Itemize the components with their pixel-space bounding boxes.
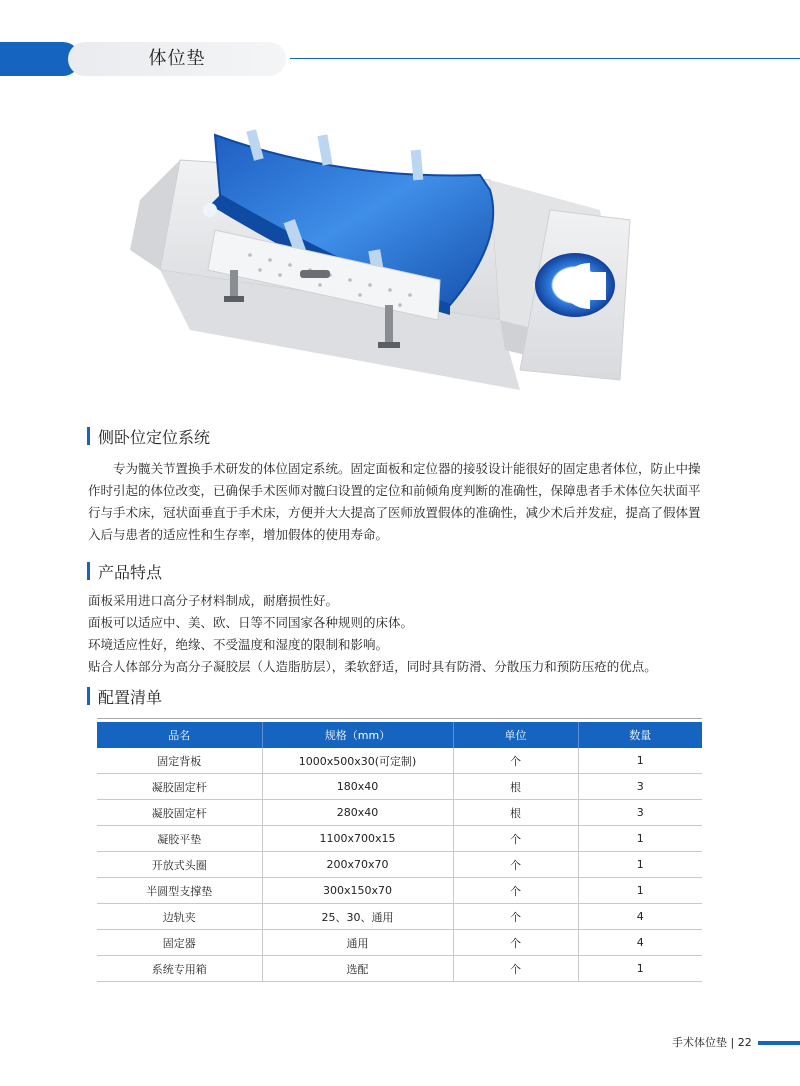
cell-name: 固定器 [97, 930, 262, 956]
table-row [97, 826, 702, 852]
cell-unit: 个 [453, 748, 578, 774]
column-header: 单位 [453, 722, 578, 748]
cell-unit: 个 [453, 956, 578, 982]
heading-accent-bar [87, 562, 90, 580]
section-title: 配置清单 [98, 687, 163, 707]
section-heading-lateral [87, 425, 210, 447]
table-row [97, 800, 702, 826]
cell-qty: 1 [578, 826, 702, 852]
cell-unit: 个 [453, 930, 578, 956]
config-table [97, 722, 702, 982]
header-rule [290, 58, 800, 59]
cell-name: 凝胶平垫 [97, 826, 262, 852]
cell-name: 边轨夹 [97, 904, 262, 930]
cell-unit: 根 [453, 774, 578, 800]
cell-name: 凝胶固定杆 [97, 800, 262, 826]
features-list [88, 590, 702, 678]
cell-spec: 200x70x70 [262, 852, 453, 878]
table-row [97, 930, 702, 956]
page-footer: 手术体位垫 | 22 [672, 1036, 752, 1049]
table-row [97, 748, 702, 774]
feature-item: 面板可以适应中、美、欧、日等不同国家各种规则的床体。 [88, 615, 414, 630]
cell-qty: 3 [578, 800, 702, 826]
feature-item: 贴合人体部分为高分子凝胶层（人造脂肪层），柔软舒适，同时具有防滑、分散压力和预防压疮的优点。 [88, 659, 657, 674]
lateral-description [88, 458, 702, 546]
cell-qty: 1 [578, 748, 702, 774]
cell-qty: 4 [578, 904, 702, 930]
feature-item: 环境适应性好，绝缘、不受温度和湿度的限制和影响。 [88, 637, 389, 652]
cell-unit: 个 [453, 826, 578, 852]
section-heading-config [87, 685, 162, 707]
cell-spec: 280x40 [262, 800, 453, 826]
cell-unit: 个 [453, 878, 578, 904]
cell-name: 系统专用箱 [97, 956, 262, 982]
cell-unit: 个 [453, 852, 578, 878]
table-row [97, 956, 702, 982]
section-title: 产品特点 [98, 562, 163, 582]
cell-name: 半圆型支撑垫 [97, 878, 262, 904]
cell-qty: 1 [578, 852, 702, 878]
table-row [97, 878, 702, 904]
cell-unit: 根 [453, 800, 578, 826]
cell-spec: 300x150x70 [262, 878, 453, 904]
cell-name: 固定背板 [97, 748, 262, 774]
cell-spec: 1100x700x15 [262, 826, 453, 852]
cell-spec: 25、30、通用 [262, 904, 453, 930]
cell-qty: 1 [578, 878, 702, 904]
table-top-rule [97, 718, 702, 719]
cell-unit: 个 [453, 904, 578, 930]
section-heading-features [87, 560, 162, 582]
footer-accent-bar [758, 1041, 800, 1045]
product-image [120, 120, 680, 430]
heading-accent-bar [87, 427, 90, 445]
cell-name: 凝胶固定杆 [97, 774, 262, 800]
cell-name: 开放式头圈 [97, 852, 262, 878]
cell-spec: 180x40 [262, 774, 453, 800]
paragraph: 专为髋关节置换手术研发的体位固定系统。固定面板和定位器的接驳设计能很好的固定患者体位，防止中操作时引起的体位改变，已确保手术医师对髋臼设置的定位和前倾角度判断的准确性，保障患者手术体位矢状面平行与手术床，冠状面垂直于手术床，方便并大大提高了医师放置假体的准确性，减少术后并发症，提高了假体置入后与患者的适应性和生存率，增加假体的使用寿命。 [88, 461, 701, 542]
feature-item: 面板采用进口高分子材料制成，耐磨损性好。 [88, 593, 339, 608]
cell-qty: 3 [578, 774, 702, 800]
cell-qty: 4 [578, 930, 702, 956]
cell-spec: 1000x500x30(可定制) [262, 748, 453, 774]
cell-spec: 选配 [262, 956, 453, 982]
column-header: 数量 [578, 722, 702, 748]
table-row [97, 852, 702, 878]
column-header: 规格（mm） [262, 722, 453, 748]
table-row [97, 904, 702, 930]
table-header-row [97, 722, 702, 748]
heading-accent-bar [87, 687, 90, 705]
cell-qty: 1 [578, 956, 702, 982]
column-header: 品名 [97, 722, 262, 748]
table-row [97, 774, 702, 800]
section-title: 侧卧位定位系统 [98, 427, 211, 447]
cell-spec: 通用 [262, 930, 453, 956]
page-title: 体位垫 [148, 48, 206, 69]
